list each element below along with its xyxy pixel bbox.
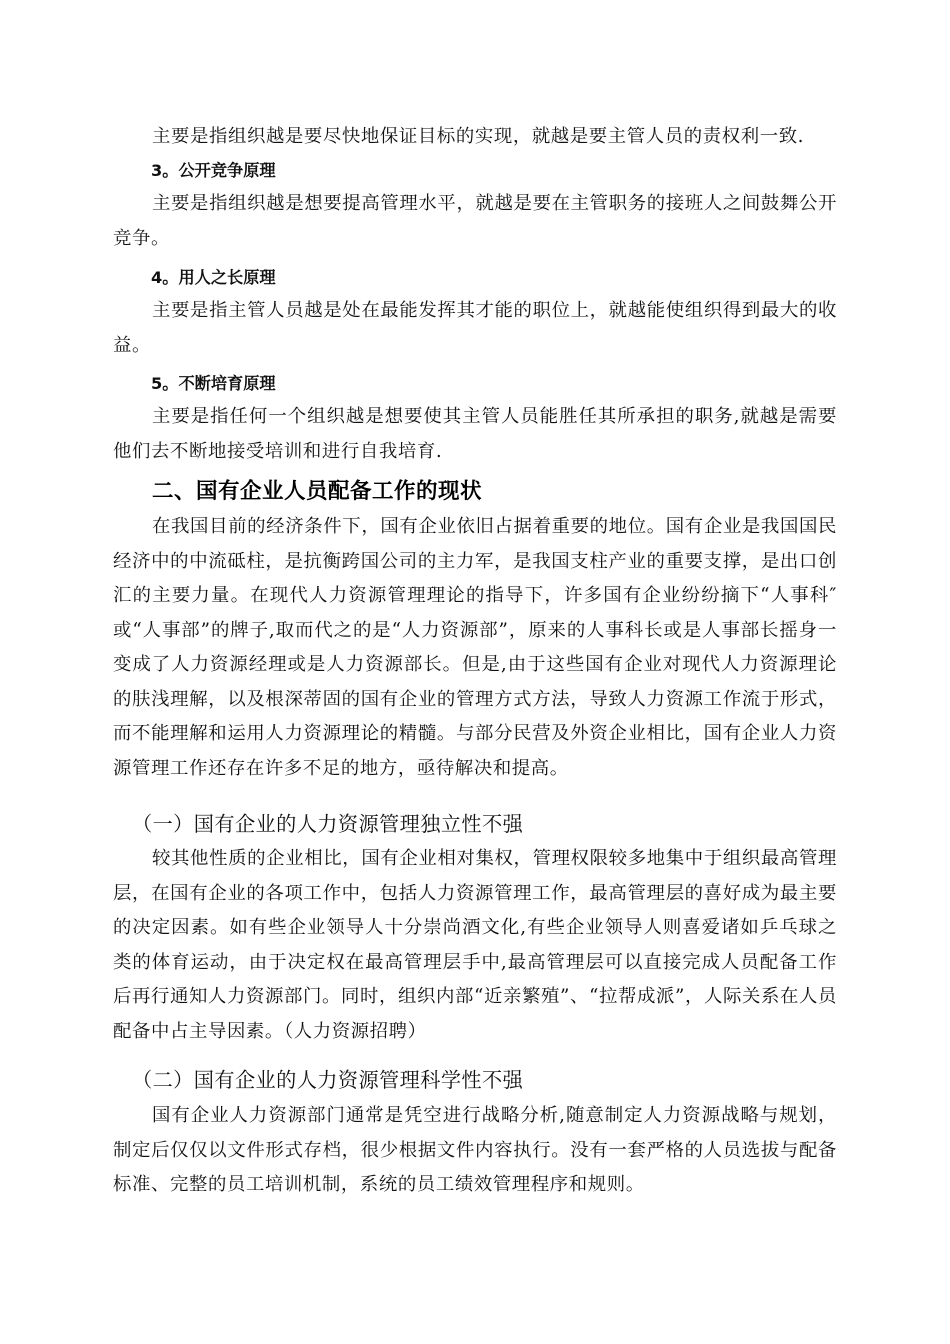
paragraph-item-4: 主要是指主管人员越是处在最能发挥其才能的职位上，就越能使组织得到最大的收益。	[113, 300, 837, 356]
heading-item-3: 3。公开竞争原理	[151, 161, 276, 180]
subsection-heading-2: （二）国有企业的人力资源管理科学性不强	[132, 1068, 524, 1092]
paragraph-section-2: 在我国目前的经济条件下，国有企业依旧占据着重要的地位。国有企业是我国国民经济中的中流砥柱，是抗衡跨国公司的主力军，是我国支柱产业的重要支撑，是出口创汇的主要力量。在现代人力资源管理理论的指导下，许多国有企业纷纷摘下“人事科″或“人事部”的牌子,取而代之的是“人力资源部”，原来的人事科长或是人事部长摇身一变成了人力资源经理或是人力资源部长。但是,由于这些国有企业对现代人力资源理论的肤浅理解，以及根深蒂固的国有企业的管理方式方法，导致人力资源工作流于形式，而不能理解和运用人力资源理论的精髓。与部分民营及外资企业相比，国有企业人力资源管理工作还存在许多不足的地方，亟待解决和提高。	[113, 516, 837, 779]
section-heading-2: 二、国有企业人员配备工作的现状	[152, 479, 483, 504]
heading-item-5: 5。不断培育原理	[151, 374, 276, 393]
paragraph-top: 主要是指组织越是要尽快地保证目标的实现，就越是要主管人员的责权利一致.	[152, 126, 805, 147]
paragraph-item-3: 主要是指组织越是想要提高管理水平，就越是要在主管职务的接班人之间鼓舞公开竞争。	[113, 193, 837, 249]
heading-item-4: 4。用人之长原理	[151, 268, 276, 287]
subsection-heading-1: （一）国有企业的人力资源管理独立性不强	[132, 812, 524, 836]
paragraph-item-5: 主要是指任何一个组织越是想要使其主管人员能胜任其所承担的职务,就越是需要他们去不断地接受培训和进行自我培育.	[113, 406, 837, 462]
paragraph-subsection-2: 国有企业人力资源部门通常是凭空进行战略分析,随意制定人力资源战略与规划，制定后仅仅以文件形式存档，很少根据文件内容执行。没有一套严格的人员选拔与配备标准、完整的员工培训机制，系统的员工绩效管理程序和规则。	[113, 1105, 837, 1195]
paragraph-subsection-1: 较其他性质的企业相比，国有企业相对集权，管理权限较多地集中于组织最高管理层，在国有企业的各项工作中，包括人力资源管理工作，最高管理层的喜好成为最主要的决定因素。如有些企业领导人十分崇尚酒文化,有些企业领导人则喜爱诸如乒乓球之类的体育运动，由于决定权在最高管理层手中,最高管理层可以直接完成人员配备工作后再行通知人力资源部门。同时，组织内部“近亲繁殖”、“拉帮成派”，人际关系在人员配备中占主导因素。（人力资源招聘）	[113, 848, 837, 1042]
